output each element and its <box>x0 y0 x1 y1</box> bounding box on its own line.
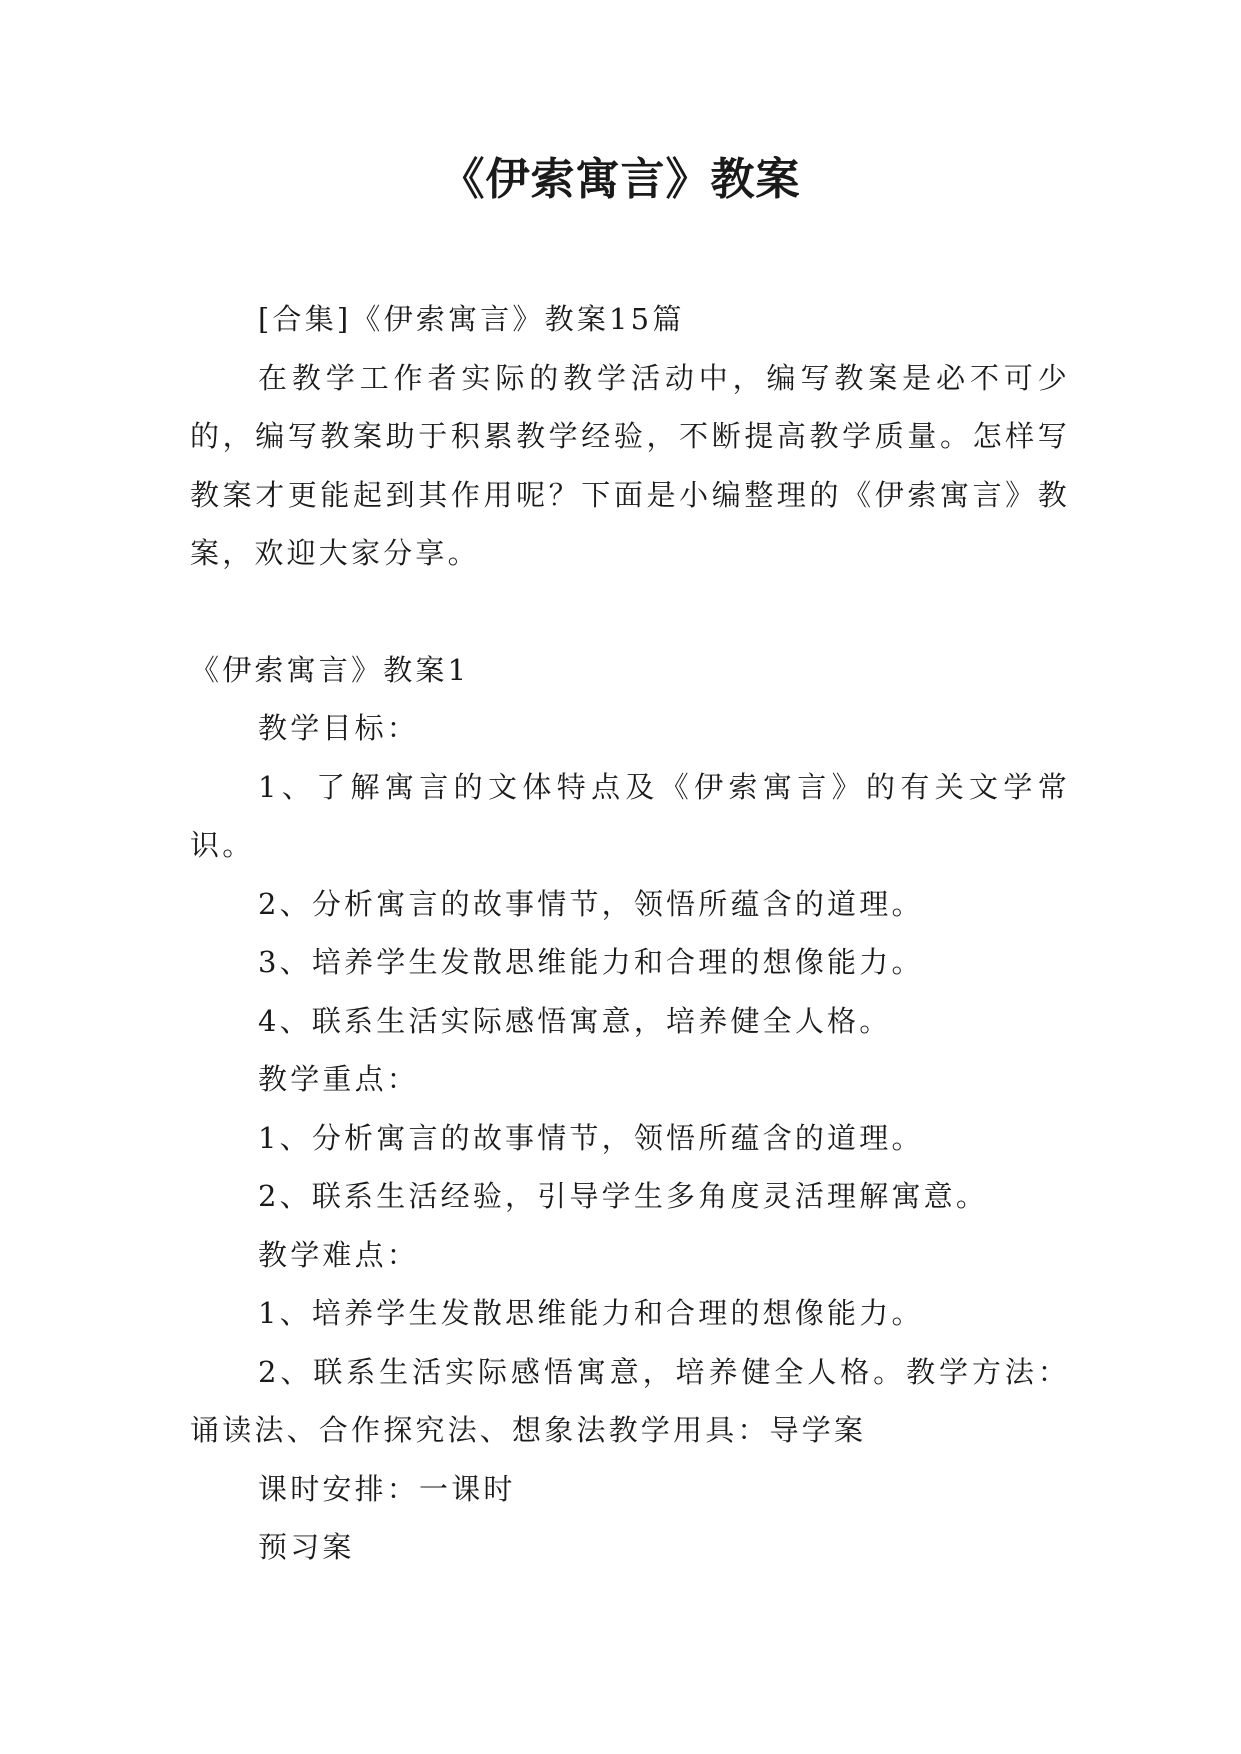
collection-heading: [合集]《伊索寓言》教案15篇 <box>258 302 685 336</box>
document-title: 《伊索寓言》教案 <box>440 154 801 205</box>
key-points-label: 教学重点： <box>258 1062 420 1096</box>
objectives-label: 教学目标： <box>258 711 420 745</box>
preview-label: 预习案 <box>258 1530 355 1564</box>
objective-item: 4、联系生活实际感悟寓意，培养健全人格。 <box>258 1003 892 1038</box>
key-point-item: 2、联系生活经验，引导学生多角度灵活理解寓意。 <box>258 1179 989 1213</box>
intro-paragraph: 在教学工作者实际的教学活动中，编写教案是必不可少的，编写教案助于积累教学经验，不断提高教学质量。怎样写教案才更能起到其作用呢？下面是小编整理的《伊索寓言》教案，欢迎大家分享。 <box>190 360 1070 570</box>
schedule-line: 课时安排：一课时 <box>258 1471 516 1506</box>
document-body <box>190 290 1070 1577</box>
section-spacer <box>190 583 1070 641</box>
difficulties-label: 教学难点： <box>258 1237 420 1272</box>
section-heading: 《伊索寓言》教案1 <box>190 652 470 687</box>
difficulty-item: 1、培养学生发散思维能力和合理的想像能力。 <box>258 1296 924 1330</box>
objective-item: 2、分析寓言的故事情节，领悟所蕴含的道理。 <box>258 886 924 921</box>
difficulty-item: 2、联系生活实际感悟寓意，培养健全人格。教学方法：诵读法、合作探究法、想象法教学用具：导学案 <box>190 1354 1070 1447</box>
key-point-item: 1、分析寓言的故事情节，领悟所蕴含的道理。 <box>258 1120 924 1155</box>
objective-item: 3、培养学生发散思维能力和合理的想像能力。 <box>258 945 924 979</box>
objective-item: 1、了解寓言的文体特点及《伊索寓言》的有关文学常识。 <box>190 769 1070 862</box>
